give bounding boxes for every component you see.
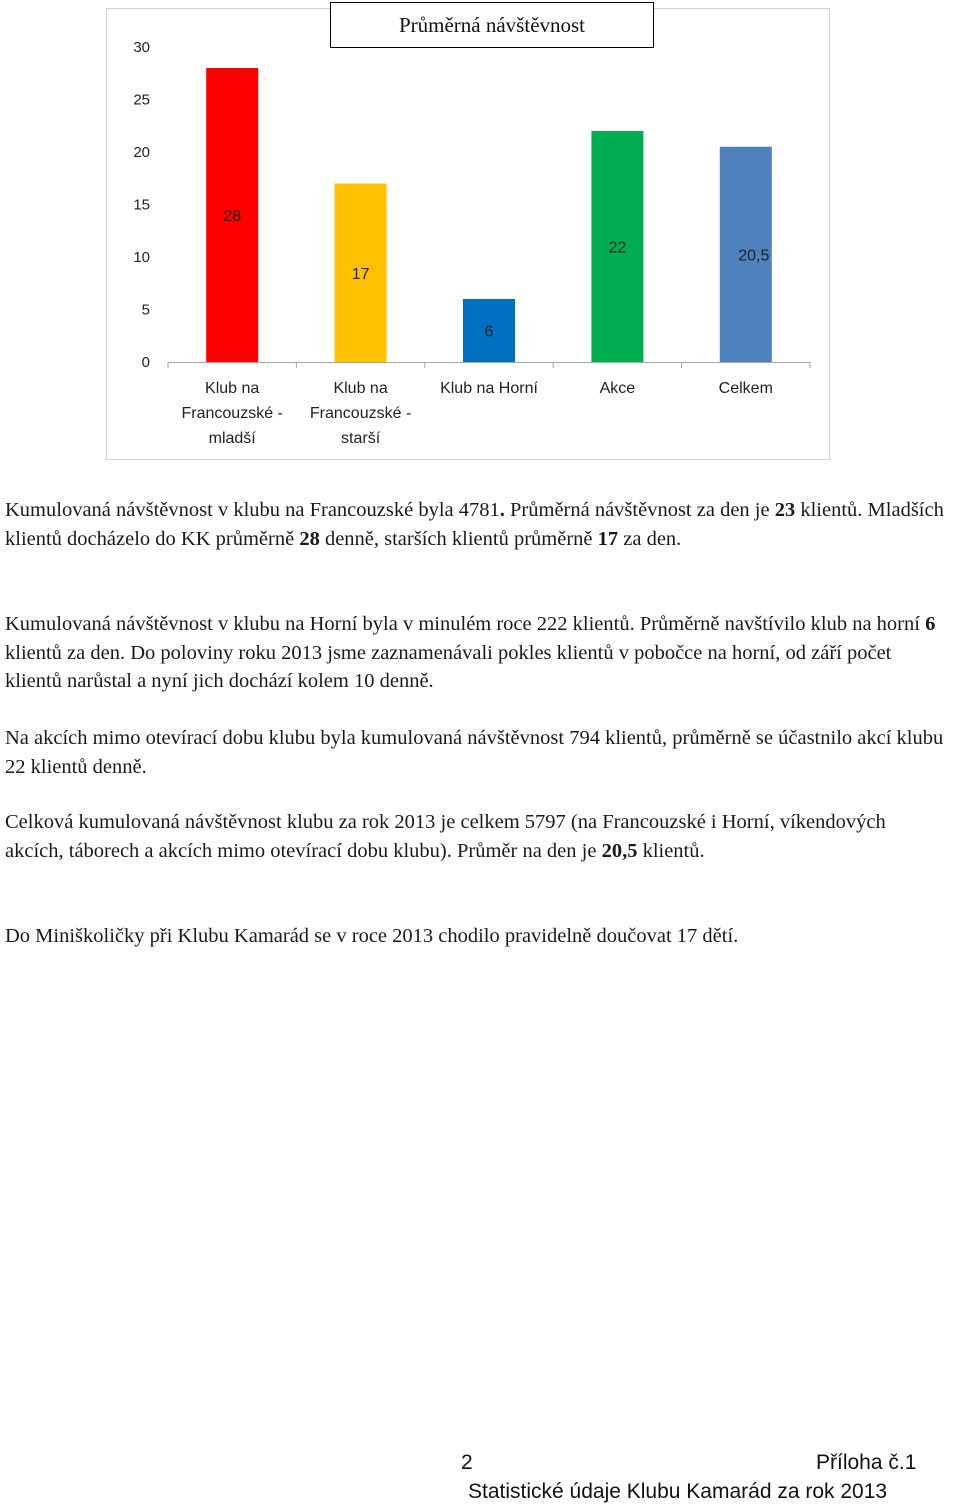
paragraph-celkem	[5, 808, 945, 865]
x-category-label-line: Francouzské -	[181, 405, 283, 422]
text-run: za den.	[618, 527, 682, 550]
bold-text: 23	[774, 499, 796, 521]
y-tick-label: 5	[141, 301, 150, 319]
y-tick-label: 30	[133, 39, 150, 56]
text-run: klientů. Mladších klientů docházelo do KK průměrně	[5, 499, 944, 550]
bold-text: 17	[597, 527, 619, 550]
x-category-label-line: Celkem	[718, 380, 773, 397]
x-category-label-line: Klub na	[333, 380, 388, 397]
y-tick-label: 15	[133, 196, 150, 214]
x-category-label-line: Klub na Horní	[440, 380, 538, 397]
x-category-label	[552, 376, 682, 401]
x-category-label	[424, 376, 554, 401]
paragraph-akce	[5, 724, 945, 781]
data-label: 28	[223, 208, 242, 225]
text-run: Kumulovaná návštěvnost v klubu na Horní byla v minulém roce 222 klientů. Průměrně navštívilo klub na horní	[5, 613, 926, 635]
data-label: 6	[484, 323, 494, 341]
paragraph-horni	[5, 610, 945, 696]
text-run: klientů.	[637, 839, 705, 862]
y-tick-label: 10	[133, 249, 150, 266]
x-category-label	[681, 376, 811, 401]
text-run: Kumulovaná návštěvnost v klubu na Francouzské byla 4781	[5, 499, 500, 521]
x-category-label-line: Klub na	[205, 380, 260, 397]
bold-text: 6	[925, 613, 936, 635]
x-category-label-line: mladší	[208, 430, 256, 447]
x-category-label-line: starší	[341, 430, 381, 447]
data-label: 17	[351, 265, 370, 283]
bold-text: 20,5	[601, 839, 638, 862]
text-run: Do Miniškoličky při Klubu Kamarád se v roce 2013 chodilo pravidelně doučovat 17 dětí.	[5, 925, 739, 947]
page-number: 2	[461, 1451, 473, 1474]
text-run: denně, starších klientů průměrně	[319, 527, 598, 550]
x-category-label	[167, 376, 297, 451]
x-category-label	[296, 376, 426, 451]
text-run: Celková kumulovaná návštěvnost klubu za rok 2013 je celkem 5797 (na Francouzské i Horní, víkendových akcích, táborech a akcích mimo otevírací dobu klubu). Průměr na den je	[5, 811, 886, 862]
bold-text: 28	[299, 527, 320, 550]
x-category-label-line: Akce	[599, 380, 636, 397]
bold-text: .	[499, 499, 505, 521]
chart-title: Průměrná návštěvnost	[330, 2, 654, 48]
data-label: 20,5	[738, 247, 770, 265]
y-tick-label: 0	[141, 354, 150, 371]
x-category-label-line: Francouzské -	[309, 405, 412, 422]
text-run: klientů za den. Do poloviny roku 2013 jsme zaznamenávali pokles klientů v pobočce na horní, od září počet klientů narůstal a nyní jich dochází kolem 10 denně.	[5, 641, 892, 693]
text-run: Průměrná návštěvnost za den je	[504, 499, 775, 521]
paragraph-miniskolicka	[5, 922, 945, 951]
paragraph-francouzske	[5, 496, 945, 553]
y-tick-label: 25	[133, 91, 150, 109]
document-title: Statistické údaje Klubu Kamarád za rok 2013	[468, 1480, 888, 1503]
data-label: 22	[608, 239, 627, 257]
y-tick-label: 20	[133, 144, 150, 161]
appendix-label: Příloha č.1	[816, 1451, 917, 1474]
text-run: Na akcích mimo otevírací dobu klubu byla kumulovaná návštěvnost 794 klientů, průměrně se účastnilo akcí klubu 22 klientů denně.	[5, 727, 944, 778]
